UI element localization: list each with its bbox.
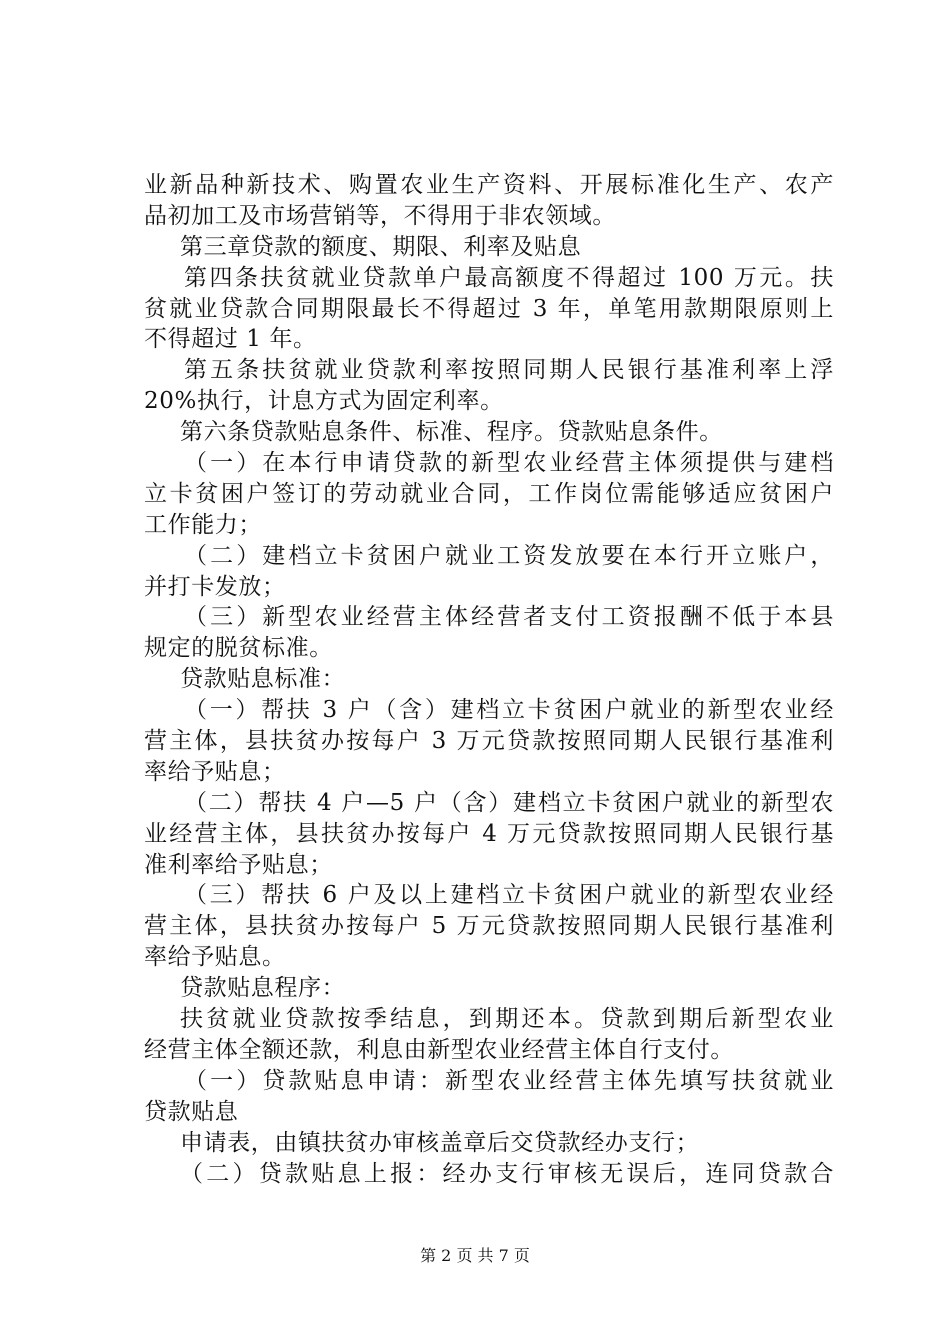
- text-line: （二）帮扶 4 户—5 户（含）建档立卡贫困户就业的新型农: [184, 789, 834, 816]
- text-line: 品初加工及市场营销等，不得用于非农领域。: [144, 202, 616, 229]
- text-line: 营主体，县扶贫办按每户 5 万元贷款按照同期人民银行基准利: [144, 913, 834, 940]
- text-line: 率给予贴息。: [144, 944, 286, 971]
- text-line: 经营主体全额还款，利息由新型农业经营主体自行支付。: [144, 1036, 734, 1063]
- text-line: 立卡贫困户签订的劳动就业合同，工作岗位需能够适应贫困户: [144, 480, 834, 507]
- text-line: （三）新型农业经营主体经营者支付工资报酬不低于本县: [184, 604, 834, 631]
- text-line: 申请表，由镇扶贫办审核盖章后交贷款经办支行；: [180, 1129, 700, 1156]
- page-footer: 第 2 页 共 7 页: [420, 1246, 530, 1265]
- text-line: 贫就业贷款合同期限最长不得超过 3 年，单笔用款期限原则上: [144, 295, 834, 322]
- document-body: [144, 170, 834, 1189]
- text-line: 准利率给予贴息；: [144, 851, 333, 878]
- text-line: 第六条贷款贴息条件、标准、程序。贷款贴息条件。: [180, 419, 723, 446]
- text-line: 并打卡发放；: [144, 573, 286, 600]
- text-line: 第四条扶贫就业贷款单户最高额度不得超过 100 万元。扶: [184, 264, 834, 291]
- text-line: 第三章贷款的额度、期限、利率及贴息: [180, 233, 582, 260]
- text-line: 业经营主体，县扶贫办按每户 4 万元贷款按照同期人民银行基: [144, 820, 834, 847]
- text-line: 营主体，县扶贫办按每户 3 万元贷款按照同期人民银行基准利: [144, 728, 834, 755]
- text-line: （二）贷款贴息上报：经办支行审核无误后，连同贷款合: [180, 1160, 834, 1187]
- text-line: 第五条扶贫就业贷款利率按照同期人民银行基准利率上浮: [184, 357, 834, 384]
- text-line: 规定的脱贫标准。: [144, 635, 333, 662]
- text-line: 工作能力；: [144, 511, 262, 538]
- text-line: （一）贷款贴息申请：新型农业经营主体先填写扶贫就业: [184, 1067, 834, 1094]
- text-line: （三）帮扶 6 户及以上建档立卡贫困户就业的新型农业经: [184, 882, 834, 909]
- text-line: 率给予贴息；: [144, 758, 286, 785]
- text-line: 贷款贴息: [144, 1098, 239, 1125]
- text-line: （一）帮扶 3 户（含）建档立卡贫困户就业的新型农业经: [184, 697, 834, 724]
- text-line: 20%执行，计息方式为固定利率。: [144, 388, 504, 415]
- text-line: 贷款贴息程序：: [180, 975, 346, 1002]
- text-line: （二）建档立卡贫困户就业工资发放要在本行开立账户，: [184, 542, 834, 569]
- text-line: 扶贫就业贷款按季结息，到期还本。贷款到期后新型农业: [180, 1006, 834, 1033]
- text-line: 业新品种新技术、购置农业生产资料、开展标准化生产、农产: [144, 172, 834, 198]
- text-line: 不得超过 1 年。: [144, 326, 317, 353]
- text-line: 贷款贴息标准：: [180, 666, 346, 693]
- text-line: （一）在本行申请贷款的新型农业经营主体须提供与建档: [184, 450, 834, 477]
